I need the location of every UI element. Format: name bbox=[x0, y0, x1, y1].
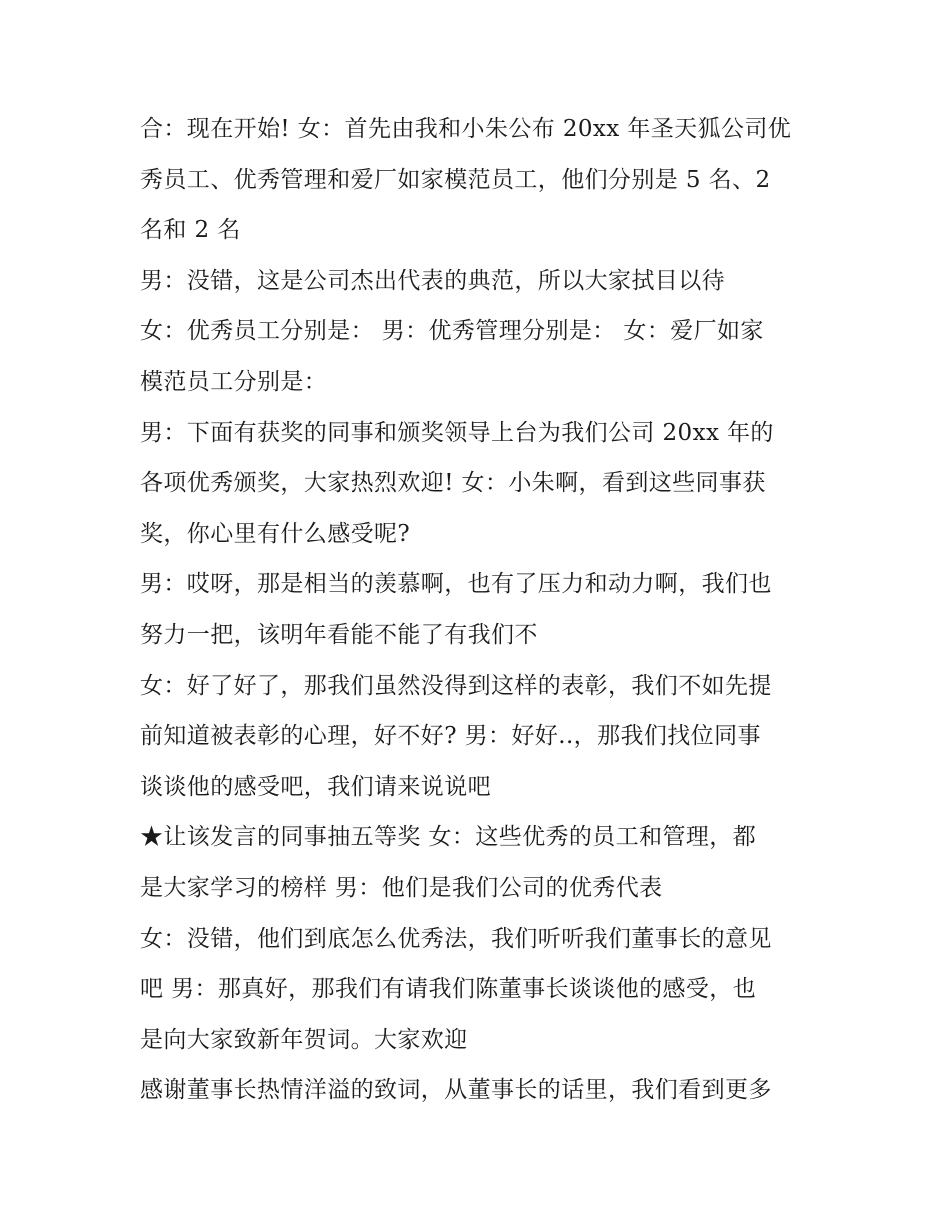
text-line: 女：好了好了，那我们虽然没得到这样的表彰，我们不如先提 bbox=[140, 672, 772, 699]
text-line: 男：下面有获奖的同事和颁奖领导上台为我们公司 20xx 年的 bbox=[140, 419, 774, 446]
text-line: 前知道被表彰的心理，好不好? 男：好好..，那我们找位同事 bbox=[140, 723, 761, 750]
text-line: 各项优秀颁奖，大家热烈欢迎! 女：小朱啊，看到这些同事获 bbox=[140, 470, 766, 497]
text-line: 男：没错，这是公司杰出代表的典范，所以大家拭目以待 bbox=[140, 267, 725, 294]
text-line: ★让该发言的同事抽五等奖 女：这些优秀的员工和管理，都 bbox=[140, 824, 757, 851]
text-line: 名和 2 名 bbox=[140, 217, 241, 244]
text-line: 秀员工、优秀管理和爱厂如家模范员工，他们分别是 5 名、2 bbox=[140, 166, 771, 193]
text-line: 模范员工分别是： bbox=[140, 368, 328, 395]
text-line: 谈谈他的感受吧，我们请来说说吧 bbox=[140, 773, 491, 800]
text-line: 是大家学习的榜样 男：他们是我们公司的优秀代表 bbox=[140, 874, 663, 901]
text-line: 努力一把，该明年看能不能了有我们不 bbox=[140, 621, 538, 648]
text-line: 吧 男：那真好，那我们有请我们陈董事长谈谈他的感受，也 bbox=[140, 976, 757, 1003]
text-line: 女：没错，他们到底怎么优秀法，我们听听我们董事长的意见 bbox=[140, 925, 772, 952]
text-line: 女：优秀员工分别是： 男：优秀管理分别是： 女：爱厂如家 bbox=[140, 318, 764, 345]
text-line: 奖，你心里有什么感受呢? bbox=[140, 520, 411, 547]
text-line: 感谢董事长热情洋溢的致词，从董事长的话里，我们看到更多 bbox=[140, 1077, 772, 1104]
text-line: 是向大家致新年贺词。大家欢迎 bbox=[140, 1026, 468, 1053]
script-text bbox=[140, 104, 815, 1116]
text-line: 男：哎呀，那是相当的羡慕啊，也有了压力和动力啊，我们也 bbox=[140, 571, 772, 598]
text-line: 合：现在开始! 女：首先由我和小朱公布 20xx 年圣天狐公司优 bbox=[140, 116, 792, 142]
